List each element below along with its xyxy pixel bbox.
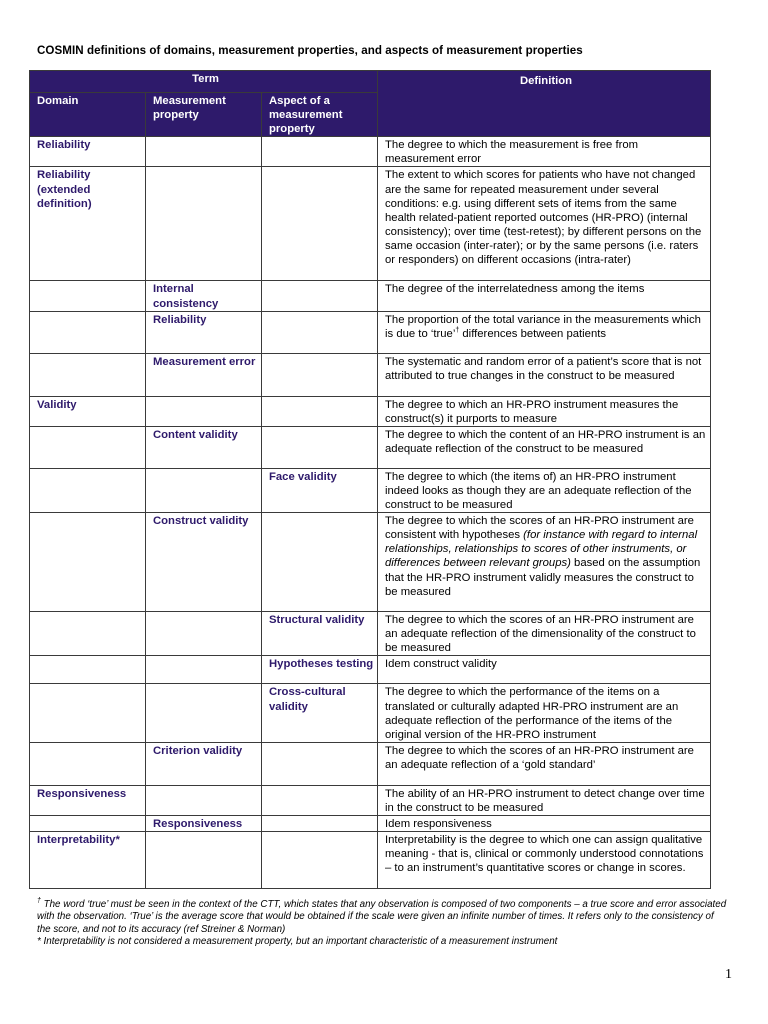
aspect-cell: Cross-cultural validity xyxy=(262,684,378,742)
measurement-property-cell xyxy=(146,167,262,281)
aspect-cell xyxy=(262,353,378,396)
definition-cell: The degree to which an HR-PRO instrument measures the construct(s) it purports to measure xyxy=(378,396,711,426)
definition-cell: The extent to which scores for patients who have not changed are the same for repeated measurement under several conditions: e.g. using different sets of items from the same health related-patient reported outcomes (HR-PRO) (internal consistency); over time (test-retest); by different persons on the same occasion (inter-rater); or by the same persons (i.e. raters or responders) on different occasions (intra-rater) xyxy=(378,167,711,281)
definition-cell: The ability of an HR-PRO instrument to detect change over time in the construct to be measured xyxy=(378,785,711,815)
aspect-cell xyxy=(262,281,378,311)
domain-cell: Interpretability* xyxy=(30,832,146,889)
domain-cell xyxy=(30,815,146,831)
measurement-property-cell xyxy=(146,832,262,889)
measurement-property-cell: Reliability xyxy=(146,311,262,353)
page-title: COSMIN definitions of domains, measurement properties, and aspects of measurement properties xyxy=(37,44,583,57)
aspect-cell xyxy=(262,815,378,831)
definition-cell: The degree to which (the items of) an HR-PRO instrument indeed looks as though they are an adequate reflection of the construct to be measured xyxy=(378,468,711,512)
domain-cell xyxy=(30,513,146,612)
domain-cell: Validity xyxy=(30,396,146,426)
domain-cell: Responsiveness xyxy=(30,785,146,815)
domain-cell xyxy=(30,612,146,656)
aspect-cell: Structural validity xyxy=(262,612,378,656)
table-row xyxy=(30,513,711,612)
measurement-property-cell xyxy=(146,656,262,684)
header-aspect: Aspect of a measurement property xyxy=(262,93,378,137)
table-body xyxy=(30,137,711,889)
domain-cell xyxy=(30,311,146,353)
aspect-cell xyxy=(262,513,378,612)
domain-cell xyxy=(30,742,146,785)
definition-cell: Interpretability is the degree to which one can assign qualitative meaning - that is, clinical or commonly understood connotations – to an instrument’s quantitative scores or change in scores. xyxy=(378,832,711,889)
aspect-cell xyxy=(262,311,378,353)
domain-cell xyxy=(30,281,146,311)
cosmin-definitions-table xyxy=(29,70,711,889)
measurement-property-cell: Measurement error xyxy=(146,353,262,396)
measurement-property-cell xyxy=(146,468,262,512)
measurement-property-cell xyxy=(146,137,262,167)
table-row xyxy=(30,684,711,742)
table-row xyxy=(30,815,711,831)
aspect-cell xyxy=(262,137,378,167)
measurement-property-cell xyxy=(146,785,262,815)
table-row xyxy=(30,742,711,785)
definition-cell: The degree to which the scores of an HR-PRO instrument are an adequate reflection of a ‘gold standard’ xyxy=(378,742,711,785)
table-row xyxy=(30,137,711,167)
measurement-property-cell: Content validity xyxy=(146,426,262,468)
definition-cell: The degree to which the content of an HR-PRO instrument is an adequate reflection of the construct to be measured xyxy=(378,426,711,468)
header-term: Term xyxy=(30,71,378,93)
aspect-cell xyxy=(262,742,378,785)
dagger-mark: † xyxy=(37,897,41,905)
measurement-property-cell: Responsiveness xyxy=(146,815,262,831)
domain-cell xyxy=(30,468,146,512)
definition-cell: The degree to which the performance of the items on a translated or culturally adapted HR-PRO instrument are an adequate reflection of the performance of the items of the original version of the HR-PRO instrument xyxy=(378,684,711,742)
definition-cell: Idem responsiveness xyxy=(378,815,711,831)
domain-cell xyxy=(30,353,146,396)
table-row xyxy=(30,426,711,468)
footnote-dagger xyxy=(37,899,727,936)
aspect-cell xyxy=(262,426,378,468)
table-row xyxy=(30,396,711,426)
domain-cell xyxy=(30,684,146,742)
domain-cell xyxy=(30,426,146,468)
definition-cell xyxy=(378,311,711,353)
measurement-property-cell xyxy=(146,612,262,656)
definition-part: differences between patients xyxy=(459,327,607,340)
footnotes xyxy=(37,899,727,948)
table-row xyxy=(30,311,711,353)
domain-cell xyxy=(30,656,146,684)
table-row xyxy=(30,656,711,684)
measurement-property-cell: Internal consistency xyxy=(146,281,262,311)
aspect-cell: Hypotheses testing xyxy=(262,656,378,684)
measurement-property-cell xyxy=(146,396,262,426)
definition-cell: The degree to which the measurement is free from measurement error xyxy=(378,137,711,167)
domain-cell: Reliability (extended definition) xyxy=(30,167,146,281)
footnote-dagger-text: The word ‘true’ must be seen in the context of the CTT, which states that any observation is composed of two components – a true score and error associated with the observation. ‘True’ is the average score that would be obtained if the scale were given an infinite number of times. It refers only to the consistency of the score, and not to its accuracy (ref Streiner & Norman) xyxy=(37,899,727,935)
definition-cell: The degree to which the scores of an HR-PRO instrument are an adequate reflection of the dimensionality of the construct to be measured xyxy=(378,612,711,656)
header-measurement-property: Measurement property xyxy=(146,93,262,137)
table-row xyxy=(30,785,711,815)
table-row xyxy=(30,353,711,396)
definition-cell: The systematic and random error of a patient’s score that is not attributed to true changes in the construct to be measured xyxy=(378,353,711,396)
definition-cell: Idem construct validity xyxy=(378,656,711,684)
table-row xyxy=(30,167,711,281)
header-definition: Definition xyxy=(378,71,711,137)
aspect-cell xyxy=(262,832,378,889)
table-row xyxy=(30,612,711,656)
definition-part: The proportion of the total variance in the measurements which is due to ‘true’ xyxy=(385,313,701,340)
aspect-cell xyxy=(262,167,378,281)
measurement-property-cell: Criterion validity xyxy=(146,742,262,785)
domain-cell: Reliability xyxy=(30,137,146,167)
definition-part: based on the assumption that the HR-PRO instrument validly measures the construct to be measured xyxy=(385,557,701,598)
aspect-cell: Face validity xyxy=(262,468,378,512)
table-row xyxy=(30,281,711,311)
aspect-cell xyxy=(262,396,378,426)
footnote-star: * Interpretability is not considered a measurement property, but an important characteristic of a measurement instrument xyxy=(37,935,558,947)
measurement-property-cell: Construct validity xyxy=(146,513,262,612)
definition-part: † xyxy=(455,326,460,334)
header-domain: Domain xyxy=(30,93,146,137)
definition-part: (for instance with regard to internal relationships, relationships to scores of other instruments, or differences between relevant groups) xyxy=(385,529,698,570)
definition-cell xyxy=(378,513,711,612)
aspect-cell xyxy=(262,785,378,815)
table-row xyxy=(30,468,711,512)
definition-cell: The degree of the interrelatedness among the items xyxy=(378,281,711,311)
definition-part: The degree to which the scores of an HR-PRO instrument are consistent with hypotheses xyxy=(385,515,694,542)
measurement-property-cell xyxy=(146,684,262,742)
table-row xyxy=(30,832,711,889)
page-number: 1 xyxy=(725,967,732,982)
